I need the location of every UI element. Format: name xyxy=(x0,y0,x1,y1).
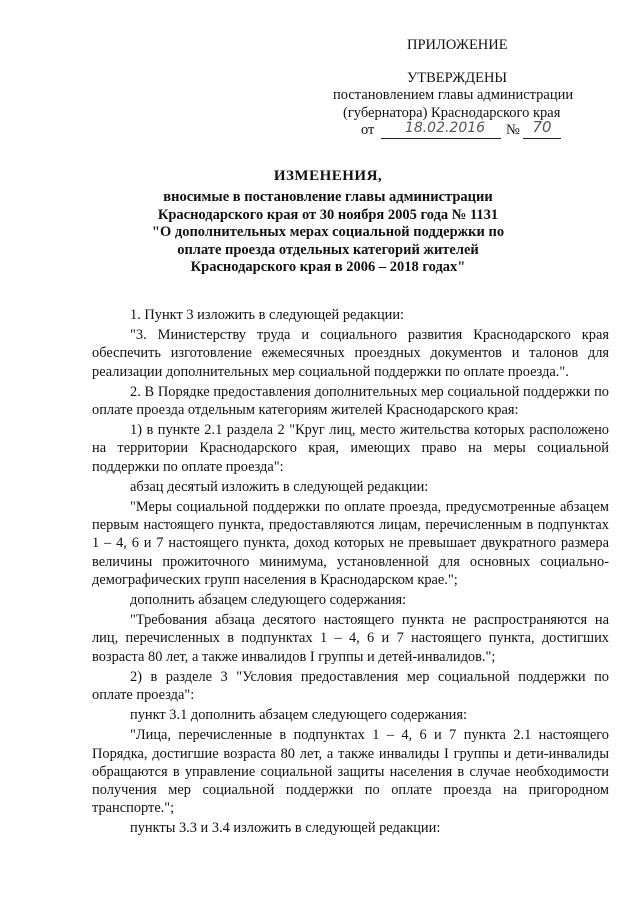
from-label: от xyxy=(361,122,375,138)
approval-line-2: (губернатора) Краснодарского края xyxy=(343,105,561,121)
document-title xyxy=(118,168,538,276)
title-line: оплате проезда отдельных категорий жителей xyxy=(177,241,479,258)
document-body xyxy=(92,306,609,838)
body-paragraph: пункты 3.3 и 3.4 изложить в следующей редакции: xyxy=(130,820,441,837)
number-label: № xyxy=(506,122,520,138)
handwritten-date: 18.02.2016 xyxy=(404,120,486,136)
approval-line-1: постановлением главы администрации xyxy=(333,87,574,103)
body-paragraph: "Требования абзаца десятого настоящего пункта не распространяются на лиц, перечисленных в подпунктах 1 – 4, 6 и 7 настоящего пункта, достигших возраста 80 лет, а также инвалидов I группы и детей-инвалидов."; xyxy=(92,612,609,665)
title-line: вносимые в постановление главы администрации xyxy=(163,189,493,206)
appendix-label: ПРИЛОЖЕНИЕ xyxy=(407,37,508,53)
date-number-line xyxy=(361,118,561,141)
title-line: "О дополнительных мерах социальной поддержки по xyxy=(151,224,505,241)
body-paragraph: 2. В Порядке предоставления дополнительных мер социальной поддержки по оплате проезда отдельным категориям жителей Краснодарского края: xyxy=(92,383,609,419)
body-paragraph: дополнить абзацем следующего содержания: xyxy=(130,592,407,609)
body-paragraph: абзац десятый изложить в следующей редакции: xyxy=(130,478,429,495)
body-paragraph: 1. Пункт 3 изложить в следующей редакции: xyxy=(130,307,405,323)
body-paragraph: "3. Министерству труда и социального развития Краснодарского края обеспечить изготовление ежемесячных проездных документов и талонов для реализации дополнительных мер социальной поддержки по оплате проезда.". xyxy=(92,327,609,380)
body-paragraph: 1) в пункте 2.1 раздела 2 "Круг лиц, место жительства которых расположено на территории Краснодарского края, имеющих право на меры социальной поддержки по оплате проезда": xyxy=(92,422,609,475)
title-main: ИЗМЕНЕНИЯ, xyxy=(273,168,383,184)
body-paragraph: "Лица, перечисленные в подпунктах 1 – 4, 6 и 7 пункта 2.1 настоящего Порядка, достигшие возраста 80 лет, а также инвалиды I группы и дети-инвалиды обращаются в управление социальной защиты населения в случае необходимости получения мер социальной поддержки по оплате проезда на пригородном транспорте."; xyxy=(92,727,609,817)
date-underline xyxy=(381,138,501,139)
body-paragraph: пункт 3.1 дополнить абзацем следующего содержания: xyxy=(130,707,467,724)
approved-label: УТВЕРЖДЕНЫ xyxy=(407,70,508,86)
number-underline xyxy=(523,138,561,139)
body-paragraph: "Меры социальной поддержки по оплате проезда, предусмотренные абзацем первым настоящего пункта, предоставляются лицам, перечисленным в подпунктах 1 – 4, 6 и 7 настоящего пункта, доход которых не превышает двукратного размера величины прожиточного минимума, установленной для основных социально-демографических групп населения в Краснодарском крае."; xyxy=(92,499,609,588)
handwritten-number: 70 xyxy=(532,118,552,136)
title-line: Краснодарского края от 30 ноября 2005 года № 1131 xyxy=(157,206,499,223)
title-line: Краснодарского края в 2006 – 2018 годах" xyxy=(190,259,466,276)
body-paragraph: 2) в разделе 3 "Условия предоставления мер социальной поддержки по оплате проезда": xyxy=(92,668,609,704)
